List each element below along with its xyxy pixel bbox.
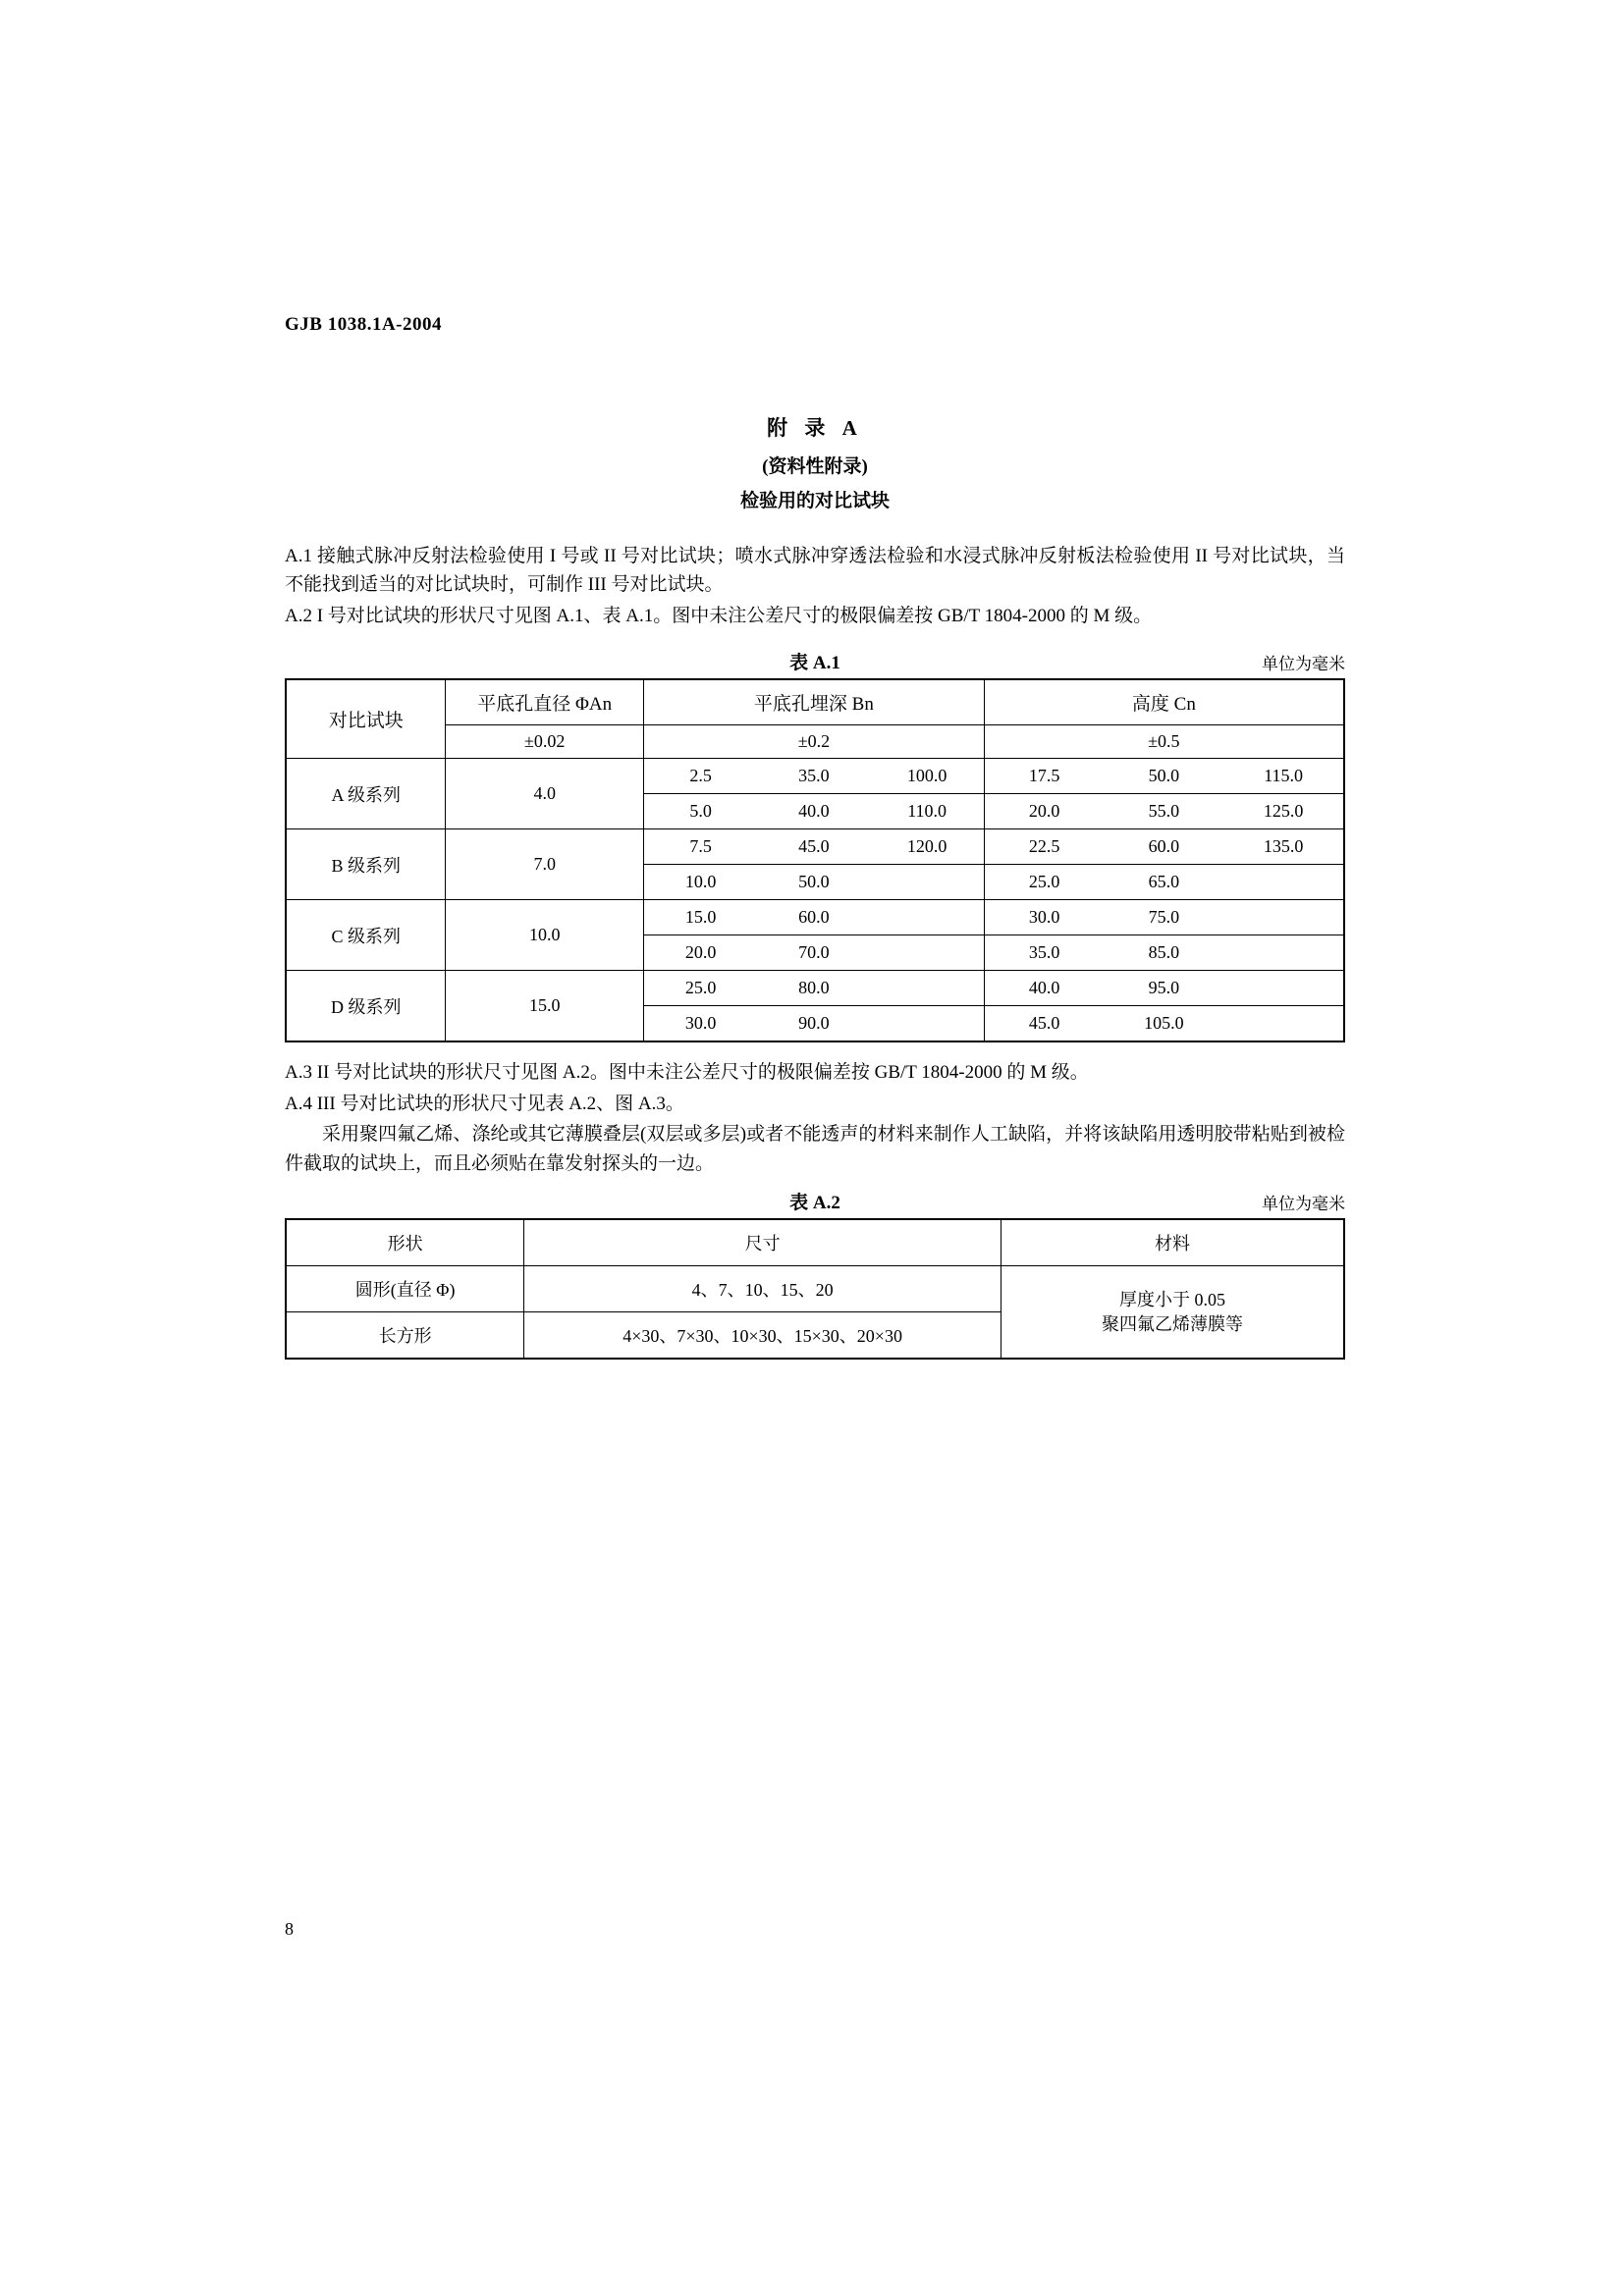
cell-value: 60.0 bbox=[798, 907, 830, 928]
size-rectangle: 4×30、7×30、10×30、15×30、20×30 bbox=[524, 1312, 1001, 1360]
depth-values bbox=[644, 1006, 985, 1042]
size-circle: 4、7、10、15、20 bbox=[524, 1266, 1001, 1312]
cell-value: 80.0 bbox=[798, 978, 830, 998]
height-values bbox=[984, 865, 1344, 900]
table-a1-caption-text: 表 A.1 bbox=[789, 653, 840, 674]
header-diameter: 平底孔直径 ΦAn bbox=[446, 679, 644, 725]
diameter-value-b: 7.0 bbox=[446, 829, 644, 900]
header-height: 高度 Cn bbox=[984, 679, 1344, 725]
appendix-heading: 检验用的对比试块 bbox=[739, 491, 890, 511]
table-row bbox=[286, 1219, 1344, 1266]
material-line-1: 厚度小于 0.05 bbox=[1118, 1290, 1225, 1310]
cell-value bbox=[1223, 935, 1343, 970]
height-values bbox=[984, 935, 1344, 971]
series-label-a: A 级系列 bbox=[286, 759, 446, 829]
height-values bbox=[984, 829, 1344, 865]
header-specimen: 对比试块 bbox=[286, 679, 446, 759]
tolerance-height: ±0.5 bbox=[984, 725, 1344, 759]
table-a2-caption bbox=[285, 1188, 1345, 1214]
cell-value: 30.0 bbox=[1028, 907, 1060, 928]
header-shape: 形状 bbox=[286, 1219, 524, 1266]
cell-value: 25.0 bbox=[684, 978, 717, 998]
table-row bbox=[286, 971, 1344, 1006]
series-label-d: D 级系列 bbox=[286, 971, 446, 1042]
cell-value: 10.0 bbox=[684, 872, 717, 892]
cell-value: 125.0 bbox=[1263, 801, 1304, 822]
series-label-b: B 级系列 bbox=[286, 829, 446, 900]
table-a1-caption bbox=[285, 648, 1345, 674]
cell-value: 100.0 bbox=[906, 766, 947, 786]
height-values bbox=[984, 794, 1344, 829]
cell-value: 110.0 bbox=[907, 801, 947, 822]
cell-value: 35.0 bbox=[798, 766, 830, 786]
depth-values bbox=[644, 865, 985, 900]
cell-value: 7.5 bbox=[689, 836, 712, 857]
cell-value: 115.0 bbox=[1264, 766, 1304, 786]
cell-value bbox=[871, 900, 984, 934]
cell-value: 17.5 bbox=[1028, 766, 1060, 786]
table-a2-unit-note: 单位为毫米 bbox=[1262, 1195, 1345, 1214]
diameter-value-d: 15.0 bbox=[446, 971, 644, 1042]
height-values bbox=[984, 759, 1344, 794]
depth-values bbox=[644, 900, 985, 935]
series-label-c: C 级系列 bbox=[286, 900, 446, 971]
cell-value bbox=[1223, 971, 1343, 1005]
cell-value: 50.0 bbox=[1148, 766, 1180, 786]
cell-value: 5.0 bbox=[689, 801, 712, 822]
page-content bbox=[285, 314, 1345, 1360]
depth-values bbox=[644, 971, 985, 1006]
appendix-title: 附 录 A bbox=[767, 416, 863, 440]
cell-value: 85.0 bbox=[1148, 942, 1180, 963]
cell-value: 15.0 bbox=[684, 907, 717, 928]
diameter-value-a: 4.0 bbox=[446, 759, 644, 829]
table-row bbox=[286, 759, 1344, 794]
cell-value: 95.0 bbox=[1148, 978, 1180, 998]
material-line-2: 聚四氟乙烯薄膜等 bbox=[1101, 1313, 1243, 1334]
table-row bbox=[286, 679, 1344, 725]
height-values bbox=[984, 971, 1344, 1006]
table-row bbox=[286, 829, 1344, 865]
appendix-subtitle: (资料性附录) bbox=[762, 456, 868, 477]
cell-value: 25.0 bbox=[1028, 872, 1060, 892]
depth-values bbox=[644, 794, 985, 829]
cell-value bbox=[871, 865, 984, 899]
cell-value: 105.0 bbox=[1144, 1013, 1184, 1034]
cell-value bbox=[871, 971, 984, 1005]
paragraph-a4: A.4 III 号对比试块的形状尺寸见表 A.2、图 A.3。 bbox=[285, 1093, 684, 1114]
cell-value: 22.5 bbox=[1028, 836, 1060, 857]
shape-circle: 圆形(直径 Φ) bbox=[286, 1266, 524, 1312]
depth-values bbox=[644, 935, 985, 971]
shape-rectangle: 长方形 bbox=[286, 1312, 524, 1360]
cell-value: 45.0 bbox=[798, 836, 830, 857]
height-values bbox=[984, 900, 1344, 935]
depth-values bbox=[644, 759, 985, 794]
diameter-value-c: 10.0 bbox=[446, 900, 644, 971]
cell-value: 50.0 bbox=[798, 872, 830, 892]
tolerance-diameter: ±0.02 bbox=[446, 725, 644, 759]
cell-value bbox=[1223, 900, 1343, 934]
cell-value: 60.0 bbox=[1148, 836, 1180, 857]
cell-value: 135.0 bbox=[1263, 836, 1304, 857]
cell-value: 70.0 bbox=[798, 942, 830, 963]
paragraph-a4-body: 采用聚四氟乙烯、涤纶或其它薄膜叠层(双层或多层)或者不能透声的材料来制作人工缺陷，并将该缺陷用透明胶带粘贴到被检件截取的试块上，而且必须贴在靠发射探头的一边。 bbox=[285, 1124, 1345, 1174]
page-number: 8 bbox=[285, 1919, 294, 1939]
table-a1-unit-note: 单位为毫米 bbox=[1262, 655, 1345, 674]
table-row bbox=[286, 900, 1344, 935]
table-row bbox=[286, 1266, 1344, 1312]
paragraph-a1: A.1 接触式脉冲反射法检验使用 I 号或 II 号对比试块；喷水式脉冲穿透法检验和水浸式脉冲反射板法检验使用 II 号对比试块，当不能找到适当的对比试块时，可制作 III 号对比试块。 bbox=[285, 546, 1345, 596]
header-size: 尺寸 bbox=[524, 1219, 1001, 1266]
cell-value: 30.0 bbox=[684, 1013, 717, 1034]
cell-value bbox=[871, 935, 984, 970]
cell-value: 90.0 bbox=[798, 1013, 830, 1034]
tolerance-depth: ±0.2 bbox=[644, 725, 985, 759]
paragraph-a2: A.2 I 号对比试块的形状尺寸见图 A.1、表 A.1。图中未注公差尺寸的极限偏差按 GB/T 1804-2000 的 M 级。 bbox=[285, 605, 1153, 626]
cell-value: 55.0 bbox=[1148, 801, 1180, 822]
cell-value bbox=[871, 1006, 984, 1041]
cell-value bbox=[1223, 865, 1343, 899]
depth-values bbox=[644, 829, 985, 865]
table-a2 bbox=[285, 1218, 1345, 1360]
cell-value: 65.0 bbox=[1148, 872, 1180, 892]
standard-code-header: GJB 1038.1A-2004 bbox=[285, 314, 442, 335]
cell-value: 35.0 bbox=[1028, 942, 1060, 963]
material-cell bbox=[1001, 1266, 1344, 1360]
table-a2-caption-text: 表 A.2 bbox=[789, 1193, 840, 1214]
cell-value: 75.0 bbox=[1148, 907, 1180, 928]
cell-value: 2.5 bbox=[689, 766, 712, 786]
header-depth: 平底孔埋深 Bn bbox=[644, 679, 985, 725]
cell-value: 45.0 bbox=[1028, 1013, 1060, 1034]
cell-value: 120.0 bbox=[906, 836, 947, 857]
header-material: 材料 bbox=[1001, 1219, 1344, 1266]
table-a1 bbox=[285, 678, 1345, 1042]
height-values bbox=[984, 1006, 1344, 1042]
paragraph-a3: A.3 II 号对比试块的形状尺寸见图 A.2。图中未注公差尺寸的极限偏差按 GB/T 1804-2000 的 M 级。 bbox=[285, 1062, 1089, 1084]
cell-value: 40.0 bbox=[1028, 978, 1060, 998]
cell-value: 20.0 bbox=[684, 942, 717, 963]
cell-value: 40.0 bbox=[798, 801, 830, 822]
cell-value: 20.0 bbox=[1028, 801, 1060, 822]
cell-value bbox=[1223, 1006, 1343, 1041]
